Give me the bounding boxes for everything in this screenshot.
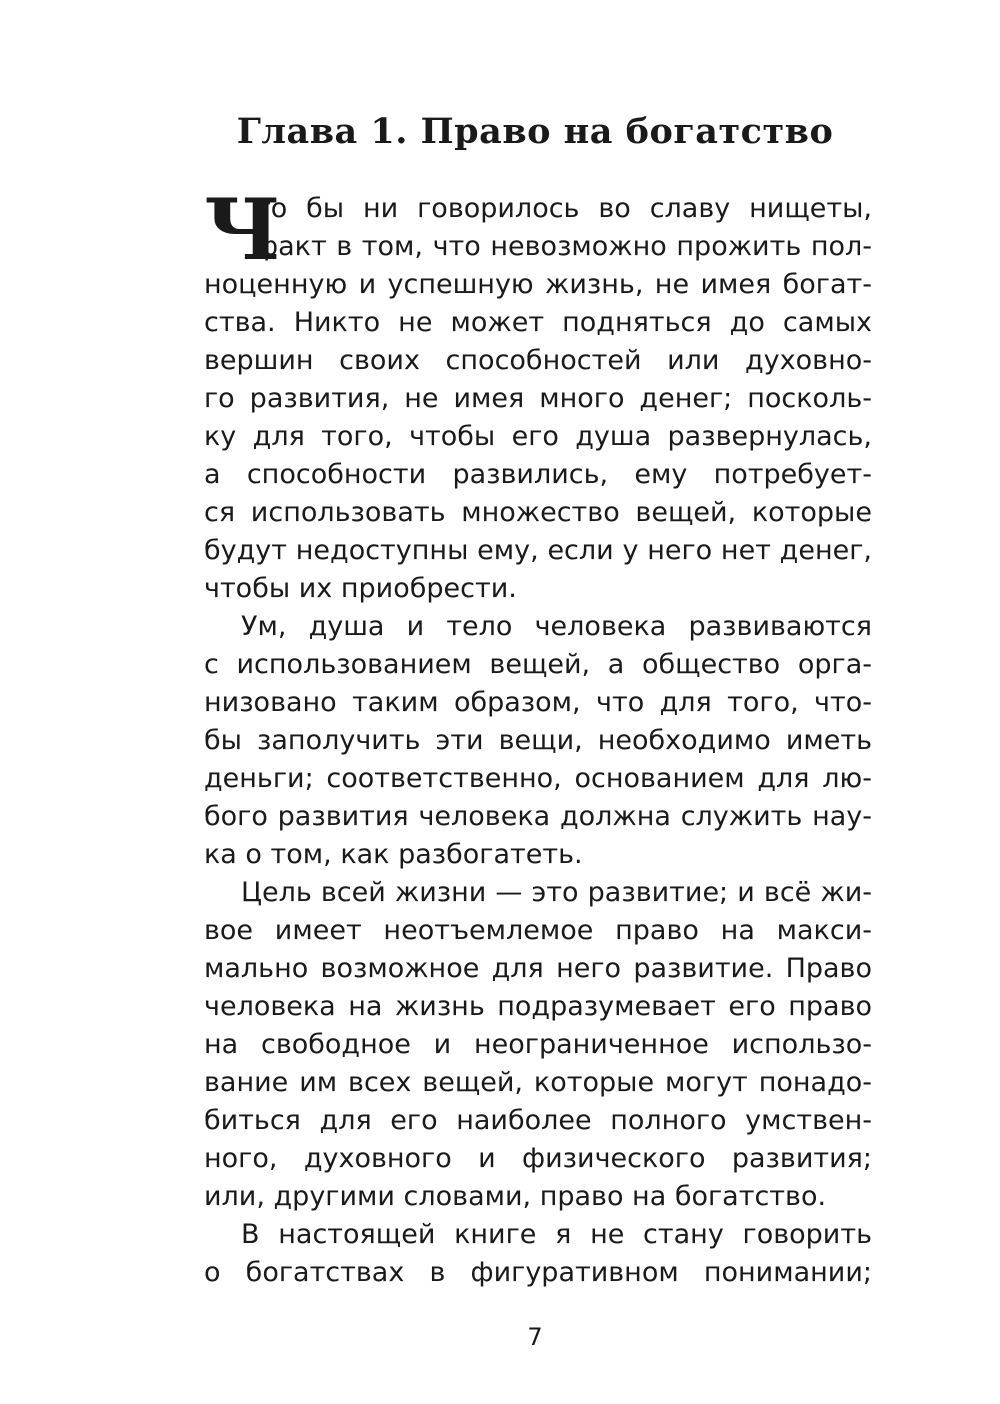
page-number: 7 (527, 1323, 543, 1351)
text-line: бы заполучить эти вещи, необходимо иметь (204, 725, 872, 756)
text-line: о богатствах в фигуративном понимании; (204, 1257, 872, 1288)
text-line: го развития, не имея много денег; посколь- (204, 383, 872, 414)
drop-cap-letter: Ч (204, 180, 281, 279)
paragraph-1 (204, 180, 872, 608)
text-line: факт в том, что невозможно прожить пол- (255, 231, 872, 262)
text-line: ства. Никто не может подняться до самых (204, 307, 872, 338)
paragraph-2 (204, 608, 872, 874)
text-line: чтобы их приобрести. (204, 573, 517, 604)
text-line: а способности развились, ему потребует- (204, 459, 872, 490)
text-line: будут недоступны ему, если у него нет денег, (204, 535, 872, 566)
body-text (204, 180, 872, 1292)
text-line: вершин своих способностей или духовно- (204, 345, 872, 376)
text-line: то бы ни говорилось во славу нищеты, (255, 193, 872, 224)
text-line: В настоящей книге я не стану говорить (241, 1219, 872, 1250)
text-line: ся использовать множество вещей, которые (204, 497, 872, 528)
text-line: мально возможное для него развитие. Право (204, 953, 872, 984)
text-line: Цель всей жизни — это развитие; и всё жи- (241, 877, 872, 908)
text-line: биться для его наиболее полного умствен- (204, 1105, 872, 1136)
text-line: или, другими словами, право на богатство. (204, 1181, 827, 1212)
text-line: ку для того, чтобы его душа развернулась, (204, 421, 872, 452)
paragraph-3 (204, 874, 872, 1216)
paragraph-4 (204, 1216, 872, 1292)
text-line: ка о том, как разбогатеть. (204, 839, 583, 870)
text-line: вое имеет неотъемлемое право на макси- (204, 915, 872, 946)
text-line: Ум, душа и тело человека развиваются (241, 611, 872, 642)
text-line: низовано таким образом, что для того, что- (204, 687, 872, 718)
text-line: бого развития человека должна служить нау- (204, 801, 872, 832)
text-line: ного, духовного и физического развития; (204, 1143, 872, 1174)
chapter-title: Глава 1. Право на богатство (236, 111, 834, 152)
text-line: вание им всех вещей, которые могут понадо- (204, 1067, 872, 1098)
text-line: ноценную и успешную жизнь, не имея богат- (204, 269, 872, 300)
text-line: с использованием вещей, а общество орга- (204, 649, 872, 680)
text-line: на свободное и неограниченное использо- (204, 1029, 872, 1060)
text-line: человека на жизнь подразумевает его право (204, 991, 872, 1022)
text-line: деньги; соответственно, основанием для лю- (204, 763, 872, 794)
